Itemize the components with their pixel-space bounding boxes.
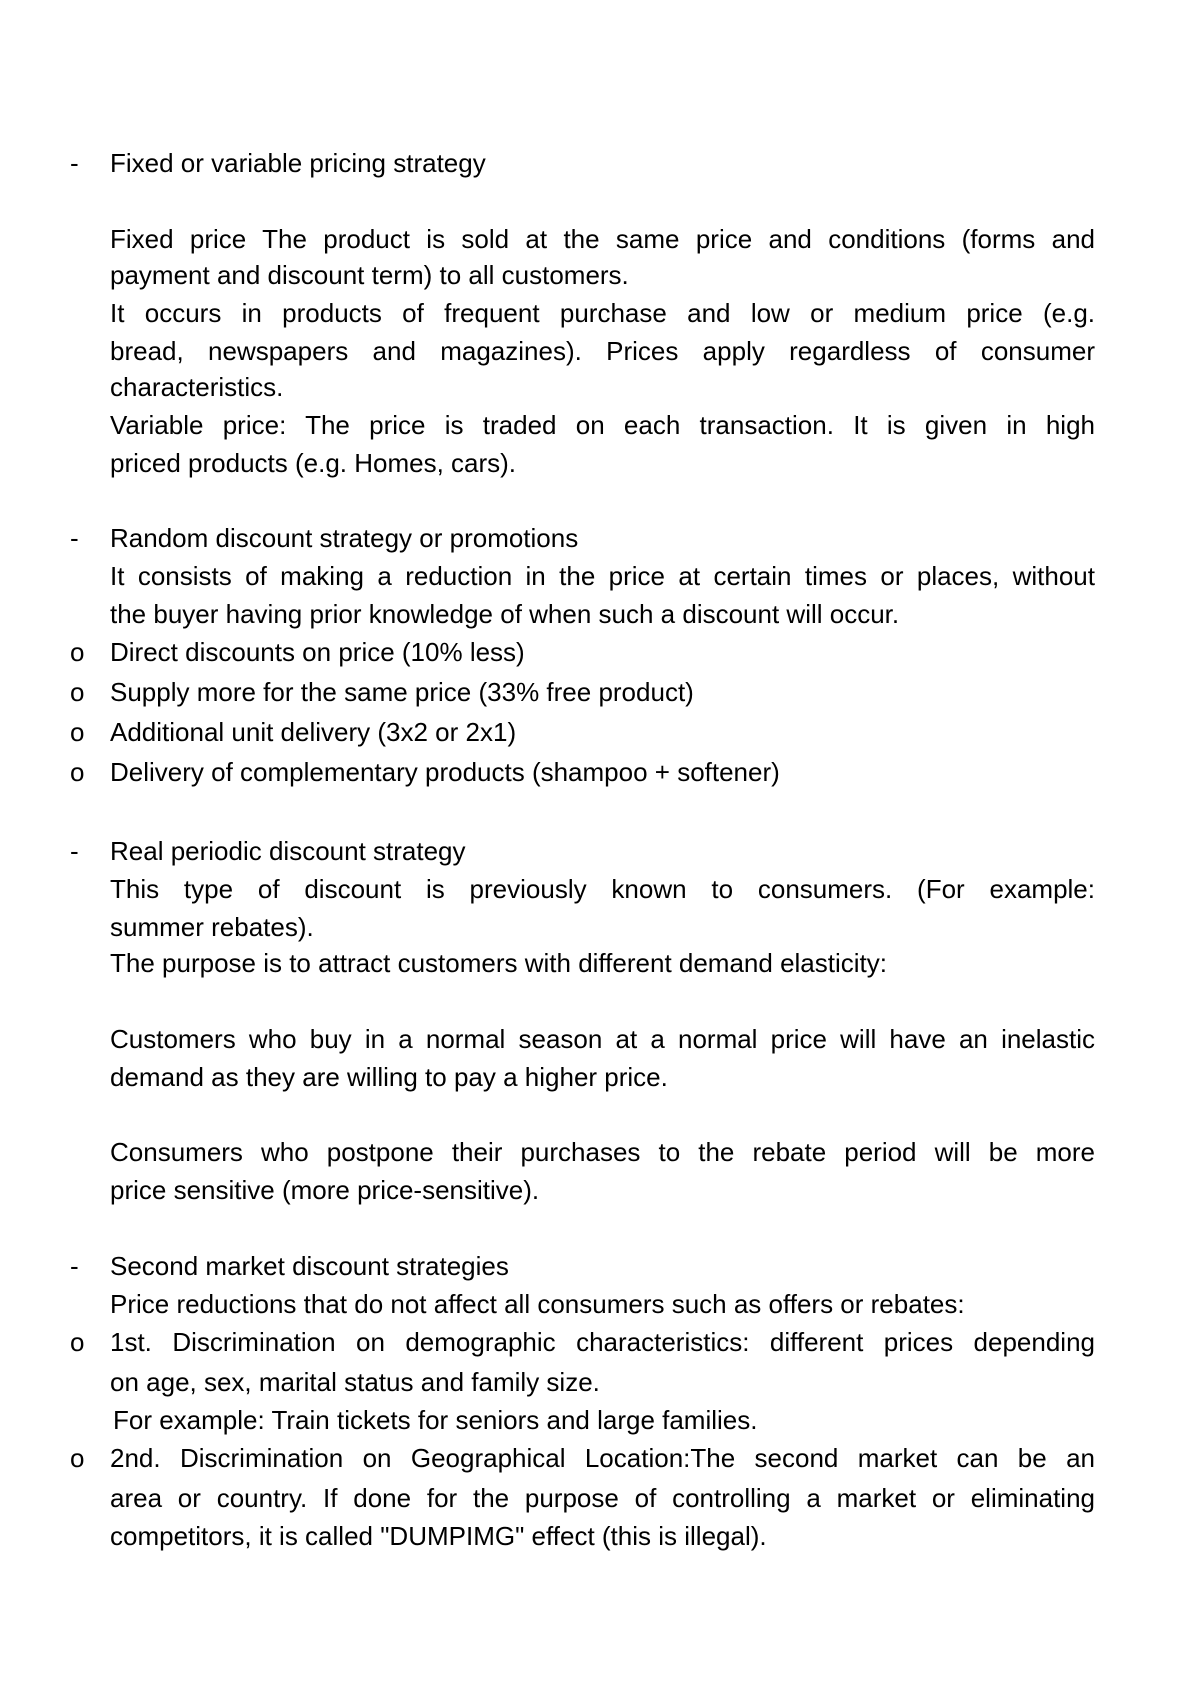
section-3-line-6: Consumers who postpone their purchases to the rebate period will be more: [110, 1137, 1095, 1167]
bullet-marker: o: [70, 1443, 85, 1473]
section-3-line-5: demand as they are willing to pay a higher price.: [110, 1062, 668, 1092]
section-1-line-6: Variable price: The price is traded on each transaction. It is given in high: [110, 410, 1095, 440]
section-3-line-2: summer rebates).: [110, 912, 314, 942]
bullet-item-supply-more: Supply more for the same price (33% free product): [110, 677, 694, 707]
section-1-line-2: payment and discount term) to all customers.: [110, 260, 629, 290]
section-1-line-1: Fixed price The product is sold at the same price and conditions (forms and: [110, 224, 1095, 254]
bullet-item-additional-unit: Additional unit delivery (3x2 or 2x1): [110, 717, 517, 747]
bullet-marker: o: [70, 677, 85, 707]
bullet-marker: o: [70, 637, 85, 667]
section-1-line-3: It occurs in products of frequent purchase and low or medium price (e.g.: [110, 298, 1095, 328]
section-4-line-1: Price reductions that do not affect all consumers such as offers or rebates:: [110, 1289, 965, 1319]
section-2-line-1: It consists of making a reduction in the price at certain times or places, without: [110, 561, 1095, 591]
bullet-marker: o: [70, 757, 85, 787]
section-1-line-7: priced products (e.g. Homes, cars).: [110, 448, 517, 478]
bullet-demographic-line-2: on age, sex, marital status and family size.: [110, 1367, 600, 1397]
section-2-dash: -: [70, 523, 79, 553]
section-3-line-7: price sensitive (more price-sensitive).: [110, 1175, 540, 1205]
section-1-line-5: characteristics.: [110, 372, 284, 402]
section-3-line-3: The purpose is to attract customers with different demand elasticity:: [110, 948, 887, 978]
section-2-heading: Random discount strategy or promotions: [110, 523, 579, 553]
bullet-geographical-line-3: competitors, it is called "DUMPIMG" effect (this is illegal).: [110, 1521, 767, 1551]
bullet-demographic-line-1: 1st. Discrimination on demographic characteristics: different prices depending: [110, 1327, 1095, 1357]
section-2-line-2: the buyer having prior knowledge of when such a discount will occur.: [110, 599, 900, 629]
section-3-line-4: Customers who buy in a normal season at a normal price will have an inelastic: [110, 1024, 1095, 1054]
section-3-dash: -: [70, 836, 79, 866]
bullet-demographic-example: For example: Train tickets for seniors and large families.: [113, 1405, 758, 1435]
section-1-line-4: bread, newspapers and magazines). Prices apply regardless of consumer: [110, 336, 1095, 366]
section-4-dash: -: [70, 1251, 79, 1281]
bullet-item-complementary-products: Delivery of complementary products (shampoo + softener): [110, 757, 780, 787]
bullet-geographical-line-1: 2nd. Discrimination on Geographical Location:The second market can be an: [110, 1443, 1095, 1473]
bullet-item-direct-discounts: Direct discounts on price (10% less): [110, 637, 525, 667]
section-1-dash: -: [70, 148, 79, 178]
bullet-geographical-line-2: area or country. If done for the purpose of controlling a market or eliminating: [110, 1483, 1095, 1513]
section-4-heading: Second market discount strategies: [110, 1251, 509, 1281]
section-3-line-1: This type of discount is previously known to consumers. (For example:: [110, 874, 1095, 904]
section-3-heading: Real periodic discount strategy: [110, 836, 466, 866]
bullet-marker: o: [70, 1327, 85, 1357]
bullet-marker: o: [70, 717, 85, 747]
section-1-heading: Fixed or variable pricing strategy: [110, 148, 486, 178]
